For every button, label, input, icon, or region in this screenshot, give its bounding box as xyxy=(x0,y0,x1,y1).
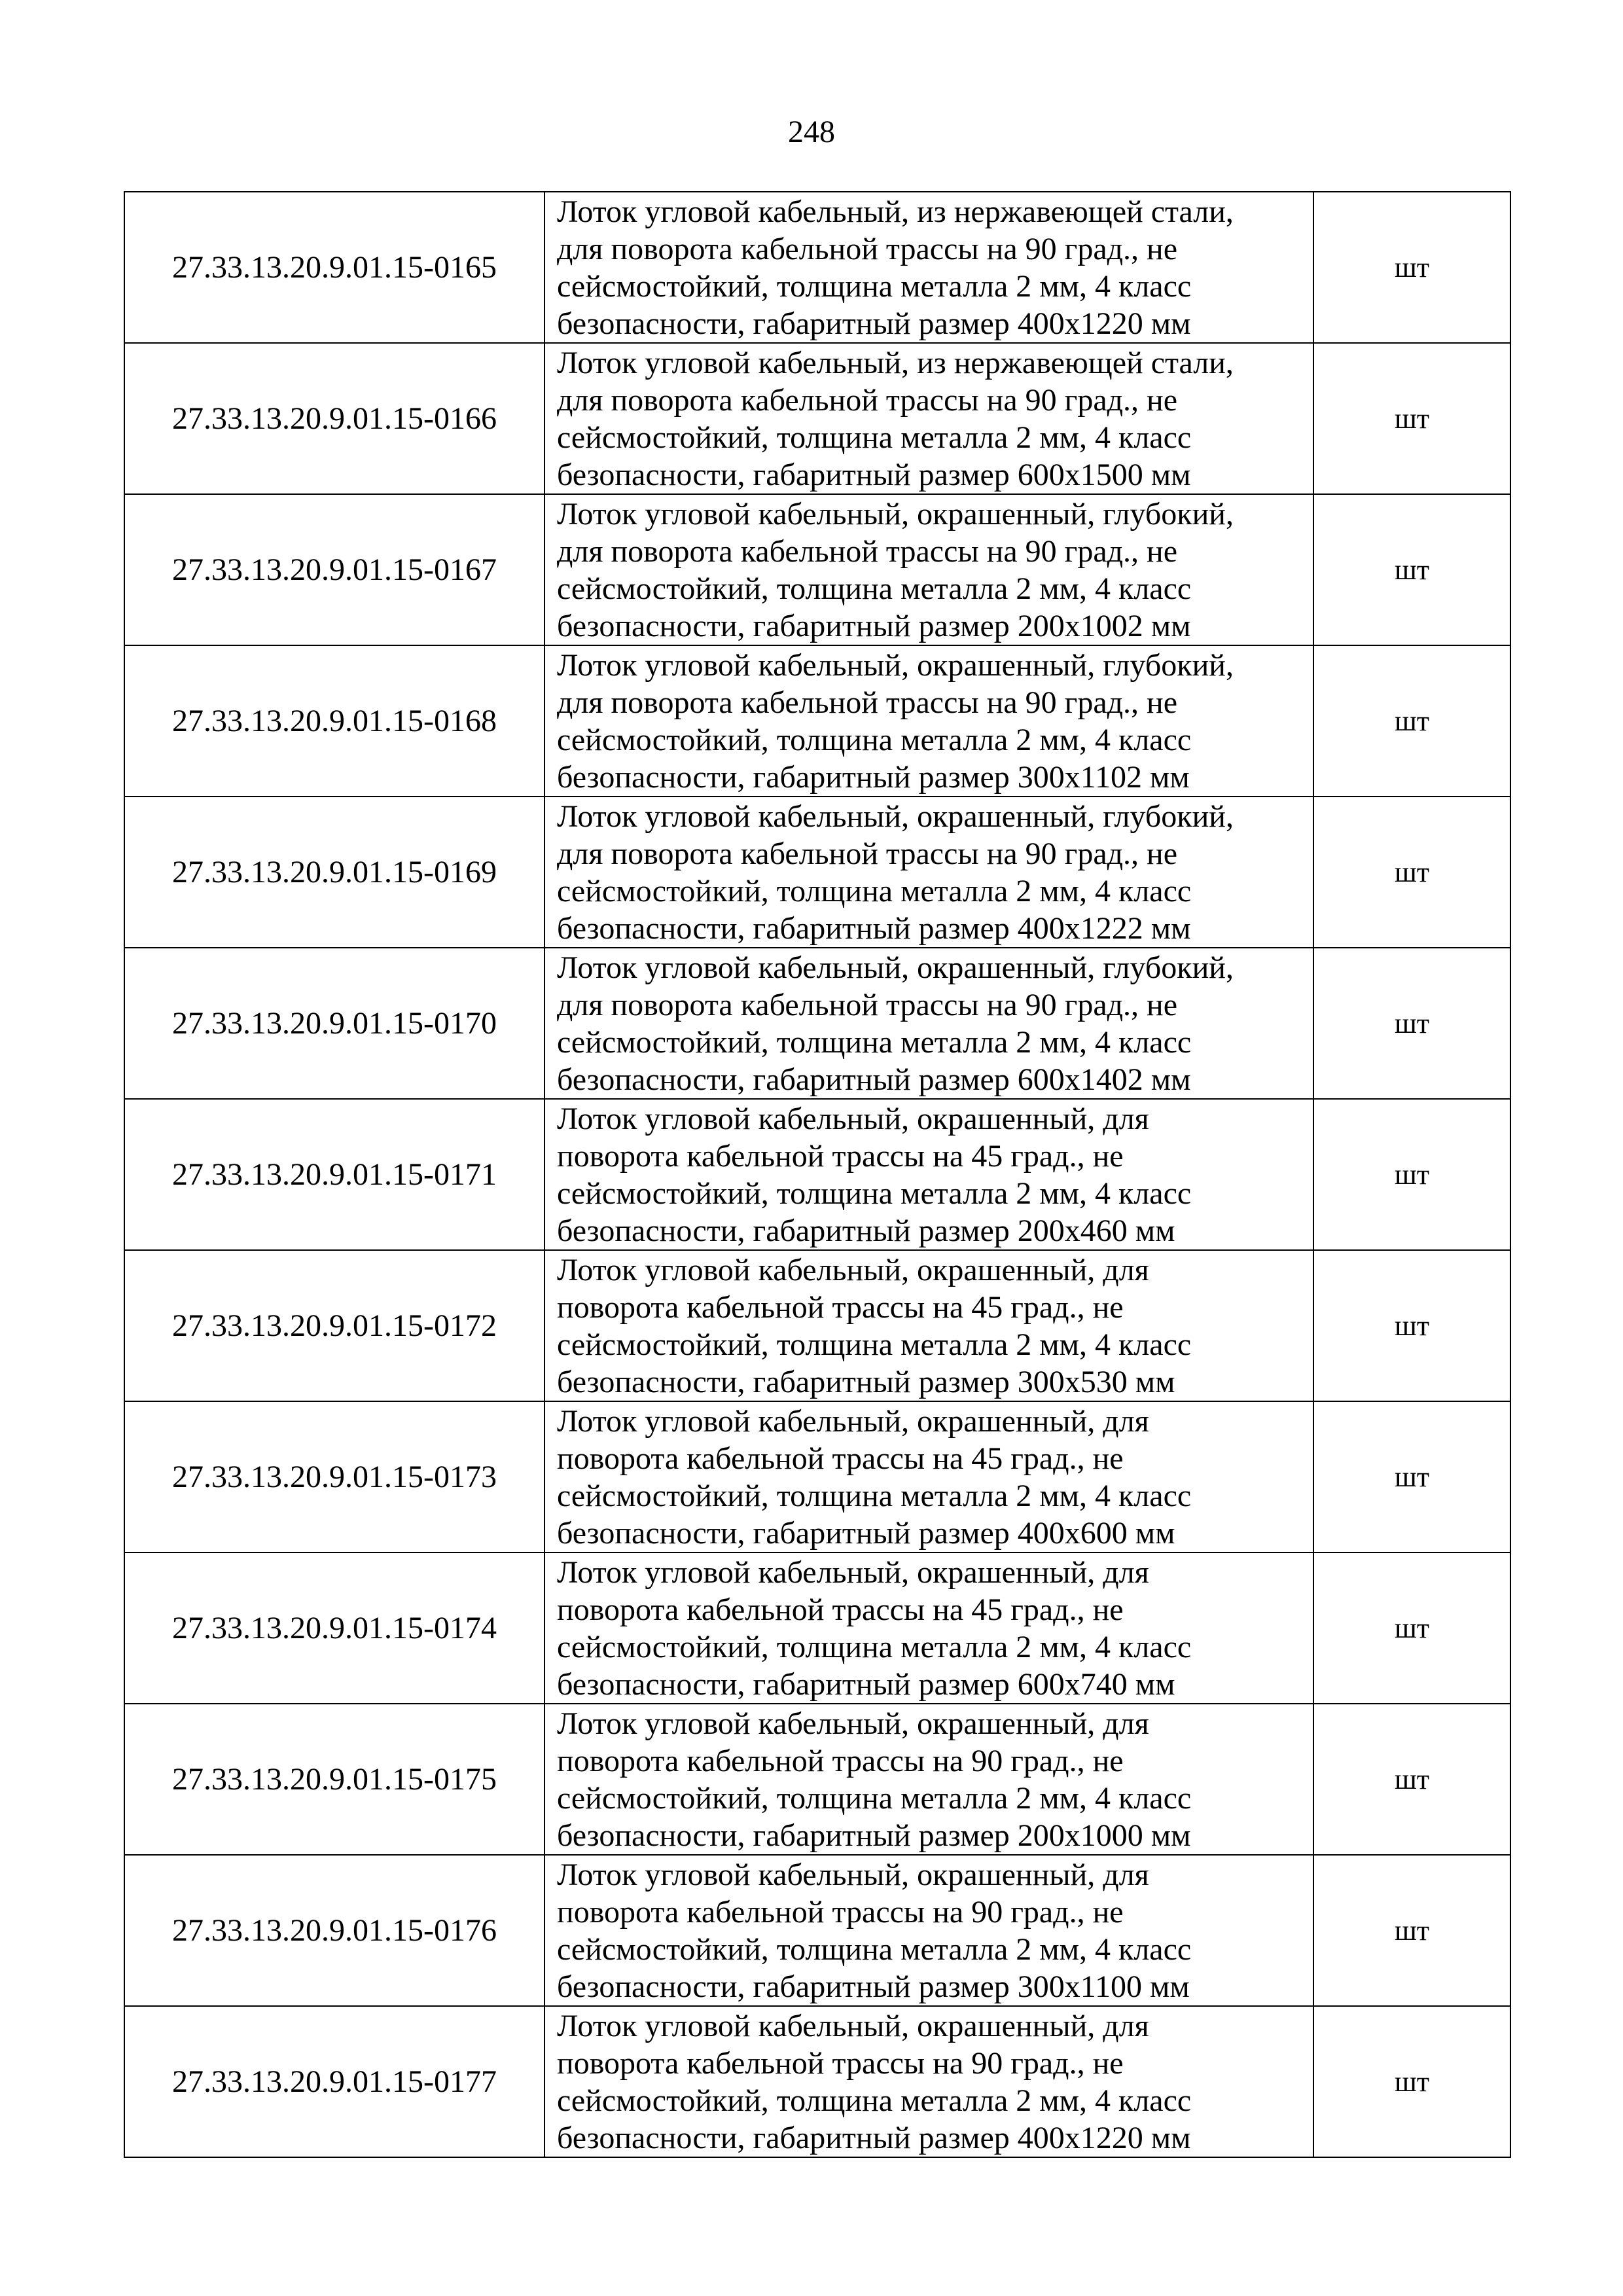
item-description-line: поворота кабельной трассы на 90 град., не xyxy=(557,2045,1124,2081)
table-row xyxy=(124,1099,1510,1250)
item-description-line: безопасности, габаритный размер 200x1000 мм xyxy=(557,1818,1191,1853)
item-code: 27.33.13.20.9.01.15-0169 xyxy=(124,797,544,948)
item-description xyxy=(544,192,1313,343)
item-unit: шт xyxy=(1313,797,1510,948)
item-description-line: сейсмостойкий, толщина металла 2 мм, 4 класс xyxy=(557,1024,1192,1060)
item-description xyxy=(544,948,1313,1099)
item-description-line: Лоток угловой кабельный, окрашенный, для xyxy=(557,1706,1149,1741)
item-description-line: поворота кабельной трассы на 45 град., не xyxy=(557,1441,1124,1476)
item-description-line: Лоток угловой кабельный, окрашенный, для xyxy=(557,1857,1149,1892)
item-code: 27.33.13.20.9.01.15-0173 xyxy=(124,1401,544,1552)
item-description-line: Лоток угловой кабельный, из нержавеющей стали, xyxy=(557,345,1234,380)
item-description-line: безопасности, габаритный размер 400x600 мм xyxy=(557,1515,1175,1551)
item-description-line: сейсмостойкий, толщина металла 2 мм, 4 класс xyxy=(557,420,1192,455)
item-description xyxy=(544,645,1313,797)
item-code: 27.33.13.20.9.01.15-0170 xyxy=(124,948,544,1099)
item-code: 27.33.13.20.9.01.15-0175 xyxy=(124,1704,544,1855)
item-code: 27.33.13.20.9.01.15-0174 xyxy=(124,1552,544,1704)
item-description xyxy=(544,1099,1313,1250)
item-description-line: для поворота кабельной трассы на 90 град., не xyxy=(557,987,1178,1022)
table-row xyxy=(124,1250,1510,1401)
item-description-line: безопасности, габаритный размер 400x1220 мм xyxy=(557,306,1191,341)
item-code: 27.33.13.20.9.01.15-0171 xyxy=(124,1099,544,1250)
item-description-line: безопасности, габаритный размер 300x1100 мм xyxy=(557,1969,1190,2004)
item-description-line: безопасности, габаритный размер 600x1402 мм xyxy=(557,1062,1191,1097)
item-description-line: сейсмостойкий, толщина металла 2 мм, 4 класс xyxy=(557,1327,1192,1362)
item-description-line: Лоток угловой кабельный, из нержавеющей стали, xyxy=(557,194,1234,229)
item-code: 27.33.13.20.9.01.15-0167 xyxy=(124,494,544,645)
item-description-line: для поворота кабельной трассы на 90 град., не xyxy=(557,382,1178,418)
page-number: 248 xyxy=(788,115,835,149)
item-unit: шт xyxy=(1313,343,1510,494)
table-row xyxy=(124,948,1510,1099)
item-description-line: Лоток угловой кабельный, окрашенный, для xyxy=(557,1554,1149,1590)
item-description-line: безопасности, габаритный размер 200x1002 мм xyxy=(557,608,1191,643)
item-description xyxy=(544,1855,1313,2006)
table-row xyxy=(124,343,1510,494)
item-description-line: Лоток угловой кабельный, окрашенный, глубокий, xyxy=(557,798,1234,834)
item-description-line: сейсмостойкий, толщина металла 2 мм, 4 класс xyxy=(557,268,1192,304)
item-description xyxy=(544,1401,1313,1552)
table-row xyxy=(124,1401,1510,1552)
item-description xyxy=(544,1250,1313,1401)
item-description-line: Лоток угловой кабельный, окрашенный, для xyxy=(557,2008,1149,2043)
item-description-line: сейсмостойкий, толщина металла 2 мм, 4 класс xyxy=(557,722,1192,757)
item-description-line: сейсмостойкий, толщина металла 2 мм, 4 класс xyxy=(557,1780,1192,1816)
item-description-line: безопасности, габаритный размер 600x1500 мм xyxy=(557,457,1191,492)
item-description-line: сейсмостойкий, толщина металла 2 мм, 4 класс xyxy=(557,873,1192,908)
item-description-line: сейсмостойкий, толщина металла 2 мм, 4 класс xyxy=(557,1478,1192,1513)
item-description-line: поворота кабельной трассы на 45 град., не xyxy=(557,1592,1124,1627)
table-row xyxy=(124,645,1510,797)
item-description-line: сейсмостойкий, толщина металла 2 мм, 4 класс xyxy=(557,1931,1192,1967)
item-description-line: безопасности, габаритный размер 300x1102 мм xyxy=(557,759,1190,795)
item-description-line: поворота кабельной трассы на 45 град., не xyxy=(557,1138,1124,1174)
item-unit: шт xyxy=(1313,1250,1510,1401)
item-unit: шт xyxy=(1313,1552,1510,1704)
item-description-line: Лоток угловой кабельный, окрашенный, для xyxy=(557,1101,1149,1136)
item-description-line: Лоток угловой кабельный, окрашенный, глубокий, xyxy=(557,950,1234,985)
item-unit: шт xyxy=(1313,1401,1510,1552)
item-description-line: Лоток угловой кабельный, окрашенный, для xyxy=(557,1252,1149,1287)
table-row xyxy=(124,1552,1510,1704)
item-unit: шт xyxy=(1313,1704,1510,1855)
item-description-line: поворота кабельной трассы на 90 град., не xyxy=(557,1894,1124,1929)
item-description-line: для поворота кабельной трассы на 90 град., не xyxy=(557,533,1178,569)
item-description-line: безопасности, габаритный размер 600x740 мм xyxy=(557,1666,1175,1702)
item-description xyxy=(544,1704,1313,1855)
table-row xyxy=(124,1704,1510,1855)
item-description-line: Лоток угловой кабельный, окрашенный, глубокий, xyxy=(557,496,1234,531)
item-code: 27.33.13.20.9.01.15-0177 xyxy=(124,2006,544,2157)
item-description-line: для поворота кабельной трассы на 90 град., не xyxy=(557,836,1178,871)
item-unit: шт xyxy=(1313,645,1510,797)
table-row xyxy=(124,494,1510,645)
item-description-line: сейсмостойкий, толщина металла 2 мм, 4 класс xyxy=(557,2083,1192,2118)
item-description xyxy=(544,343,1313,494)
item-description-line: сейсмостойкий, толщина металла 2 мм, 4 класс xyxy=(557,571,1192,606)
item-description xyxy=(544,797,1313,948)
item-unit: шт xyxy=(1313,1855,1510,2006)
table-row xyxy=(124,2006,1510,2157)
item-description-line: безопасности, габаритный размер 300x530 мм xyxy=(557,1364,1175,1399)
item-description-line: для поворота кабельной трассы на 90 град., не xyxy=(557,685,1178,720)
item-description xyxy=(544,494,1313,645)
items-table-body xyxy=(124,192,1510,2157)
table-row xyxy=(124,192,1510,343)
item-code: 27.33.13.20.9.01.15-0166 xyxy=(124,343,544,494)
item-description xyxy=(544,1552,1313,1704)
item-code: 27.33.13.20.9.01.15-0172 xyxy=(124,1250,544,1401)
item-description-line: безопасности, габаритный размер 400x1220 мм xyxy=(557,2120,1191,2155)
items-table xyxy=(124,191,1511,2158)
item-unit: шт xyxy=(1313,494,1510,645)
item-description-line: Лоток угловой кабельный, окрашенный, глубокий, xyxy=(557,647,1234,683)
item-unit: шт xyxy=(1313,1099,1510,1250)
item-description-line: сейсмостойкий, толщина металла 2 мм, 4 класс xyxy=(557,1629,1192,1664)
item-description xyxy=(544,2006,1313,2157)
item-code: 27.33.13.20.9.01.15-0176 xyxy=(124,1855,544,2006)
item-description-line: сейсмостойкий, толщина металла 2 мм, 4 класс xyxy=(557,1175,1192,1211)
item-description-line: безопасности, габаритный размер 200x460 мм xyxy=(557,1213,1175,1248)
item-description-line: Лоток угловой кабельный, окрашенный, для xyxy=(557,1403,1149,1439)
item-unit: шт xyxy=(1313,192,1510,343)
item-description-line: безопасности, габаритный размер 400x1222 мм xyxy=(557,910,1191,946)
table-row xyxy=(124,797,1510,948)
table-row xyxy=(124,1855,1510,2006)
item-unit: шт xyxy=(1313,2006,1510,2157)
item-description-line: поворота кабельной трассы на 45 град., не xyxy=(557,1289,1124,1325)
item-code: 27.33.13.20.9.01.15-0165 xyxy=(124,192,544,343)
item-code: 27.33.13.20.9.01.15-0168 xyxy=(124,645,544,797)
item-description-line: поворота кабельной трассы на 90 град., не xyxy=(557,1743,1124,1778)
item-description-line: для поворота кабельной трассы на 90 град., не xyxy=(557,231,1178,266)
item-unit: шт xyxy=(1313,948,1510,1099)
